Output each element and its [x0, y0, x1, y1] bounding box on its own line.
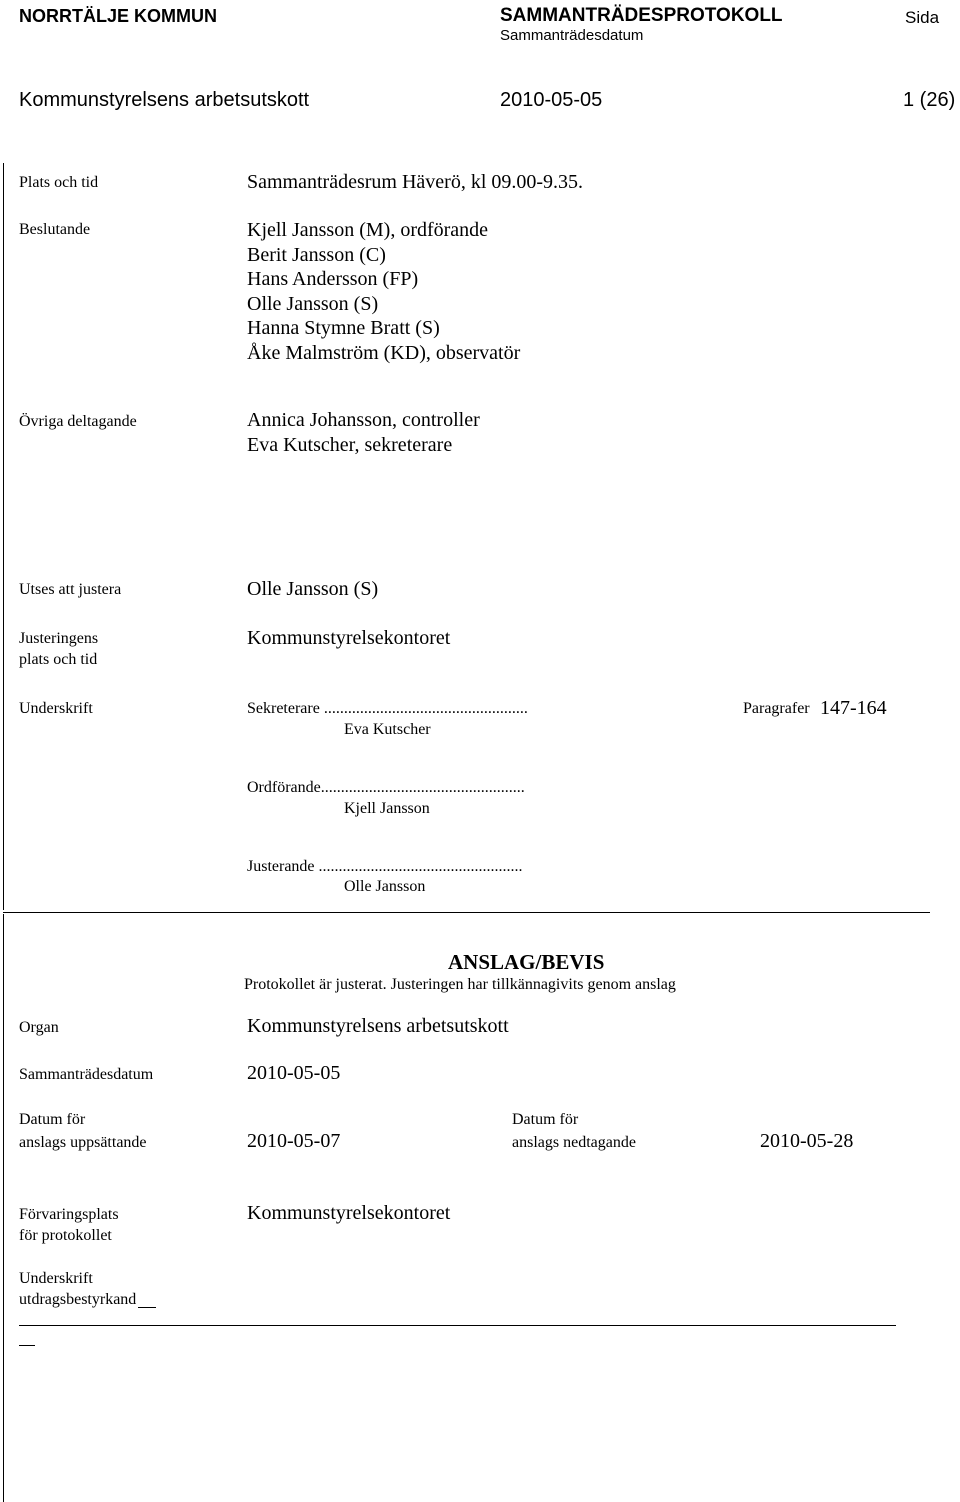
- page-label: Sida: [905, 8, 940, 27]
- committee-name: Kommunstyrelsens arbetsutskott: [19, 89, 310, 111]
- certification-label-text: utdragsbestyrkand: [19, 1291, 137, 1308]
- left-border-upper: [3, 163, 4, 910]
- notice-title: ANSLAG/BEVIS: [448, 950, 605, 974]
- post-date-label-2: anslags uppsättande: [19, 1134, 147, 1151]
- adjust-place-value: Kommunstyrelsekontoret: [247, 627, 451, 649]
- meeting-date-value: 2010-05-05: [247, 1062, 341, 1084]
- adjust-place-label-2: plats och tid: [19, 651, 98, 668]
- section-divider: [3, 912, 930, 913]
- other-participant: Annica Johansson, controller: [247, 409, 480, 431]
- organ-value: Kommunstyrelsens arbetsutskott: [247, 1015, 509, 1037]
- take-down-date-label-1: Datum för: [512, 1111, 579, 1128]
- others-label: Övriga deltagande: [19, 413, 137, 430]
- adjuster-signature-line: [247, 859, 523, 875]
- deciding-member: Hanna Stymne Bratt (S): [247, 317, 440, 340]
- adjuster-dots: ...................................................: [318, 858, 523, 875]
- deciding-member: Olle Jansson (S): [247, 292, 379, 315]
- deciding-member: Hans Andersson (FP): [247, 268, 419, 291]
- post-date-value: 2010-05-07: [247, 1130, 341, 1152]
- paragraphs-value: 147-164: [820, 697, 887, 719]
- paragraphs-label: Paragrafer: [743, 700, 810, 717]
- certification-signature-line: [19, 1325, 896, 1326]
- take-down-date-label-2: anslags nedtagande: [512, 1134, 636, 1151]
- document-type-subtitle: Sammanträdesdatum: [500, 27, 644, 44]
- deciding-member: Berit Jansson (C): [247, 243, 386, 266]
- organ-label: Organ: [19, 1019, 59, 1036]
- deciding-list: [247, 218, 520, 366]
- place-time-value: Sammanträdesrum Häverö, kl 09.00-9.35.: [247, 171, 584, 193]
- secretary-signature-line: [247, 701, 528, 717]
- adjuster-role: Justerande: [247, 858, 315, 875]
- document-type: SAMMANTRÄDESPROTOKOLL: [500, 5, 783, 26]
- left-border-lower: [3, 914, 4, 1502]
- deciding-member: Åke Malmström (KD), observatör: [247, 341, 521, 364]
- storage-label-2: för protokollet: [19, 1227, 112, 1244]
- chair-role: Ordförande: [247, 779, 321, 796]
- meeting-date-label: Sammanträdesdatum: [19, 1066, 154, 1083]
- page-number: 1 (26): [903, 89, 956, 111]
- adjust-place-label-1: Justeringens: [19, 630, 99, 647]
- place-time-label: Plats och tid: [19, 174, 99, 191]
- certification-label-1: Underskrift: [19, 1270, 93, 1287]
- secretary-dots: ...................................................: [323, 700, 528, 717]
- secretary-role: Sekreterare: [247, 700, 320, 717]
- appointed-adjuster-value: Olle Jansson (S): [247, 578, 379, 600]
- other-participant: Eva Kutscher, sekreterare: [247, 433, 453, 456]
- chair-dots: ...................................................: [320, 779, 525, 796]
- post-date-label-1: Datum för: [19, 1111, 86, 1128]
- storage-label-1: Förvaringsplats: [19, 1206, 119, 1223]
- chair-name: Kjell Jansson: [344, 800, 430, 817]
- deciding-member: Kjell Jansson (M), ordförande: [247, 219, 489, 241]
- deciding-label: Beslutande: [19, 221, 91, 238]
- certification-underscore-2: [19, 1345, 35, 1346]
- storage-value: Kommunstyrelsekontoret: [247, 1202, 451, 1224]
- take-down-date-value: 2010-05-28: [760, 1130, 854, 1152]
- others-list: [247, 408, 480, 457]
- municipality-name: NORRTÄLJE KOMMUN: [19, 6, 217, 26]
- adjuster-name: Olle Jansson: [344, 878, 426, 895]
- signature-label: Underskrift: [19, 700, 93, 717]
- certification-underscore: [138, 1294, 156, 1308]
- certification-label-2: [19, 1292, 156, 1308]
- secretary-name: Eva Kutscher: [344, 721, 431, 738]
- meeting-date-header: 2010-05-05: [500, 89, 603, 111]
- chair-signature-line: [247, 780, 525, 796]
- notice-subtitle: Protokollet är justerat. Justeringen har tillkännagivits genom anslag: [244, 976, 676, 993]
- appointed-adjuster-label: Utses att justera: [19, 581, 122, 598]
